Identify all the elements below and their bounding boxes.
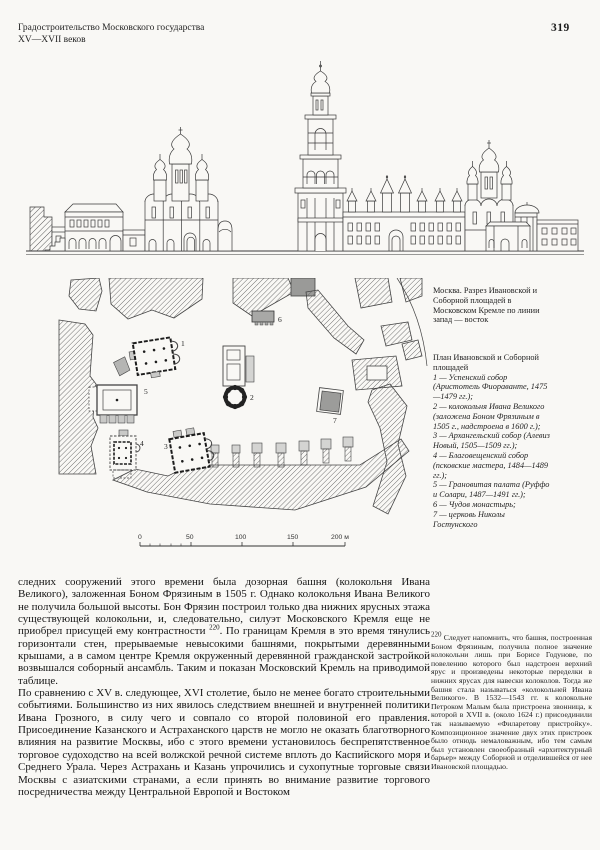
legend-item-5: 5 — Грановитая палата (Руффо и Солари, 1487—1491 гг.); bbox=[433, 480, 550, 500]
elevation-drawing bbox=[18, 60, 590, 280]
body-paragraph-1-text: следних сооружений этого времени была дозорная башня (колокольня Ивана Великого), заложенная Боном Фрязиным в 1505 г. Однако колокольня Ивана Великого не получила большой высоты. Бон Фрязин построил только два нижних ярусных этажа существующей колокольни, и, следовательно, силуэт Московского Кремля еще не приобрел присущей ему контрастности bbox=[18, 576, 430, 638]
scale-label-200: 200 м bbox=[331, 534, 349, 541]
body-paragraph-1-continuation: . По границам Кремля в это время тянулись горизонтали стен, прерываемые невысокими башнями, покрытыми деревянными крышами, а в самом центре Кремля окруженный деревянной гражданской застройкой возвышался соборный ансамбль. Таким и показан Московский Кремль на приводимой таблице. bbox=[18, 625, 430, 687]
scale-label-50: 50 bbox=[186, 534, 194, 541]
legend-item-3: 3 — Архангельский собор (Алевиз Новый, 1505—1509 гг.); bbox=[433, 431, 550, 451]
plan-building-nikola bbox=[317, 388, 344, 415]
plan-drawing bbox=[55, 278, 430, 568]
kremlin-wall-piers bbox=[211, 437, 353, 467]
scale-label-100: 100 bbox=[235, 534, 247, 541]
elevation-caption: Москва. Разрез Ивановской и Соборной площадей в Московском Кремле по линии запад — восток bbox=[433, 286, 540, 325]
uspensky-cathedral bbox=[145, 127, 232, 251]
legend-item-7: 7 — церковь Николы Гостунского bbox=[433, 509, 505, 529]
plan-building-uspensky bbox=[111, 336, 182, 383]
plan-label-5: 5 bbox=[144, 387, 148, 396]
plan-caption bbox=[433, 353, 551, 529]
plan-caption-title: План Ивановской и Соборной площадей bbox=[433, 353, 539, 372]
running-title-line1: Градостроительство Московского государства bbox=[18, 23, 205, 33]
plan-label-6: 6 bbox=[278, 315, 282, 324]
running-title-line2: XV—XVII веков bbox=[18, 34, 86, 45]
plan-building-arkhangelsky bbox=[168, 425, 215, 472]
scale-bar bbox=[138, 534, 349, 546]
plan-label-7: 7 bbox=[333, 416, 337, 425]
plan-label-3: 3 bbox=[164, 442, 168, 451]
body-paragraph-1 bbox=[18, 576, 430, 687]
footnote-text: Следует напомнить, что башня, построенная Боном Фрязиным, получила полное значение колокольни лишь при Борисе Годунове, по повелению которого был надстроен верхний ярус и произведены некоторые переделки в нижних ярусах для навески колоколов. Тогда же башня стала называться «колокольней Ивана Великого». В 1532—1543 гг. к колокольне Петроком Малым была пристроена звонница, к которой в XVII в. (около 1624 г.) присоединили так называемую «Филаретову пристройку». Композиционное значение двух этих пристроек было отнюдь немаловажным, ибо тем самым был установлен своеобразный «архитектурный барьер» между Соборной и отделившейся от нее Ивановской площадью. bbox=[431, 633, 592, 771]
legend-item-1: 1 — Успенский собор (Аристотель Фиораванте, 1475—1479 гг.); bbox=[433, 372, 548, 402]
plan-label-4: 4 bbox=[140, 439, 144, 448]
plan-building-chudov bbox=[252, 311, 274, 325]
footnote bbox=[431, 630, 592, 772]
right-building bbox=[537, 220, 578, 251]
body-paragraph-2: По сравнению с XV в. следующее, XVI столетие, было не менее богато строительными событиями. Большинство из них явилось следствием внешней и внутренней политики Ивана Грозного, в силу чего и совпало со второй половиной его правления. Присоединение Казанского и Астраханского царств не могло не оказать благотворного влияния на развитие Москвы, ибо с этого времени установилось беспрепятственное торговое судоходство на всей волжской речной системе вплоть до Каспийского моря и Среднего Урала. Через Астрахань и Казань упрочились и сухопутные торговые связи Москвы с азиатскими странами, а если принять во внимание развитие торгового посредничества между Центральной Европой и Востоком bbox=[18, 687, 430, 798]
plan-label-1: 1 bbox=[181, 339, 185, 348]
long-building-with-turrets bbox=[343, 175, 465, 251]
ground-line bbox=[26, 251, 584, 255]
legend-item-6: 6 — Чудов монастырь; bbox=[433, 499, 516, 509]
ivan-the-great-bell-tower bbox=[295, 61, 346, 251]
page-number: 319 bbox=[551, 22, 570, 34]
footnote-reference: 220 bbox=[209, 623, 220, 632]
body-text bbox=[18, 576, 430, 798]
footnote-marker: 220 bbox=[431, 630, 442, 639]
running-title bbox=[18, 23, 204, 46]
scale-label-150: 150 bbox=[287, 534, 299, 541]
front-low-building bbox=[486, 222, 530, 251]
legend-item-4: 4 — Благовещенский собор (псковские мастера, 1484—1489 гг.); bbox=[433, 450, 549, 480]
legend-item-2: 2 — колокольня Ивана Великого (заложена Боном Фрязиным в 1505 г., надстроена в 1600 г.); bbox=[433, 401, 545, 431]
plan-label-2: 2 bbox=[250, 393, 254, 402]
plan-legend bbox=[433, 373, 551, 530]
scale-label-0: 0 bbox=[138, 534, 142, 541]
plan-building-granovitaya bbox=[89, 385, 137, 423]
